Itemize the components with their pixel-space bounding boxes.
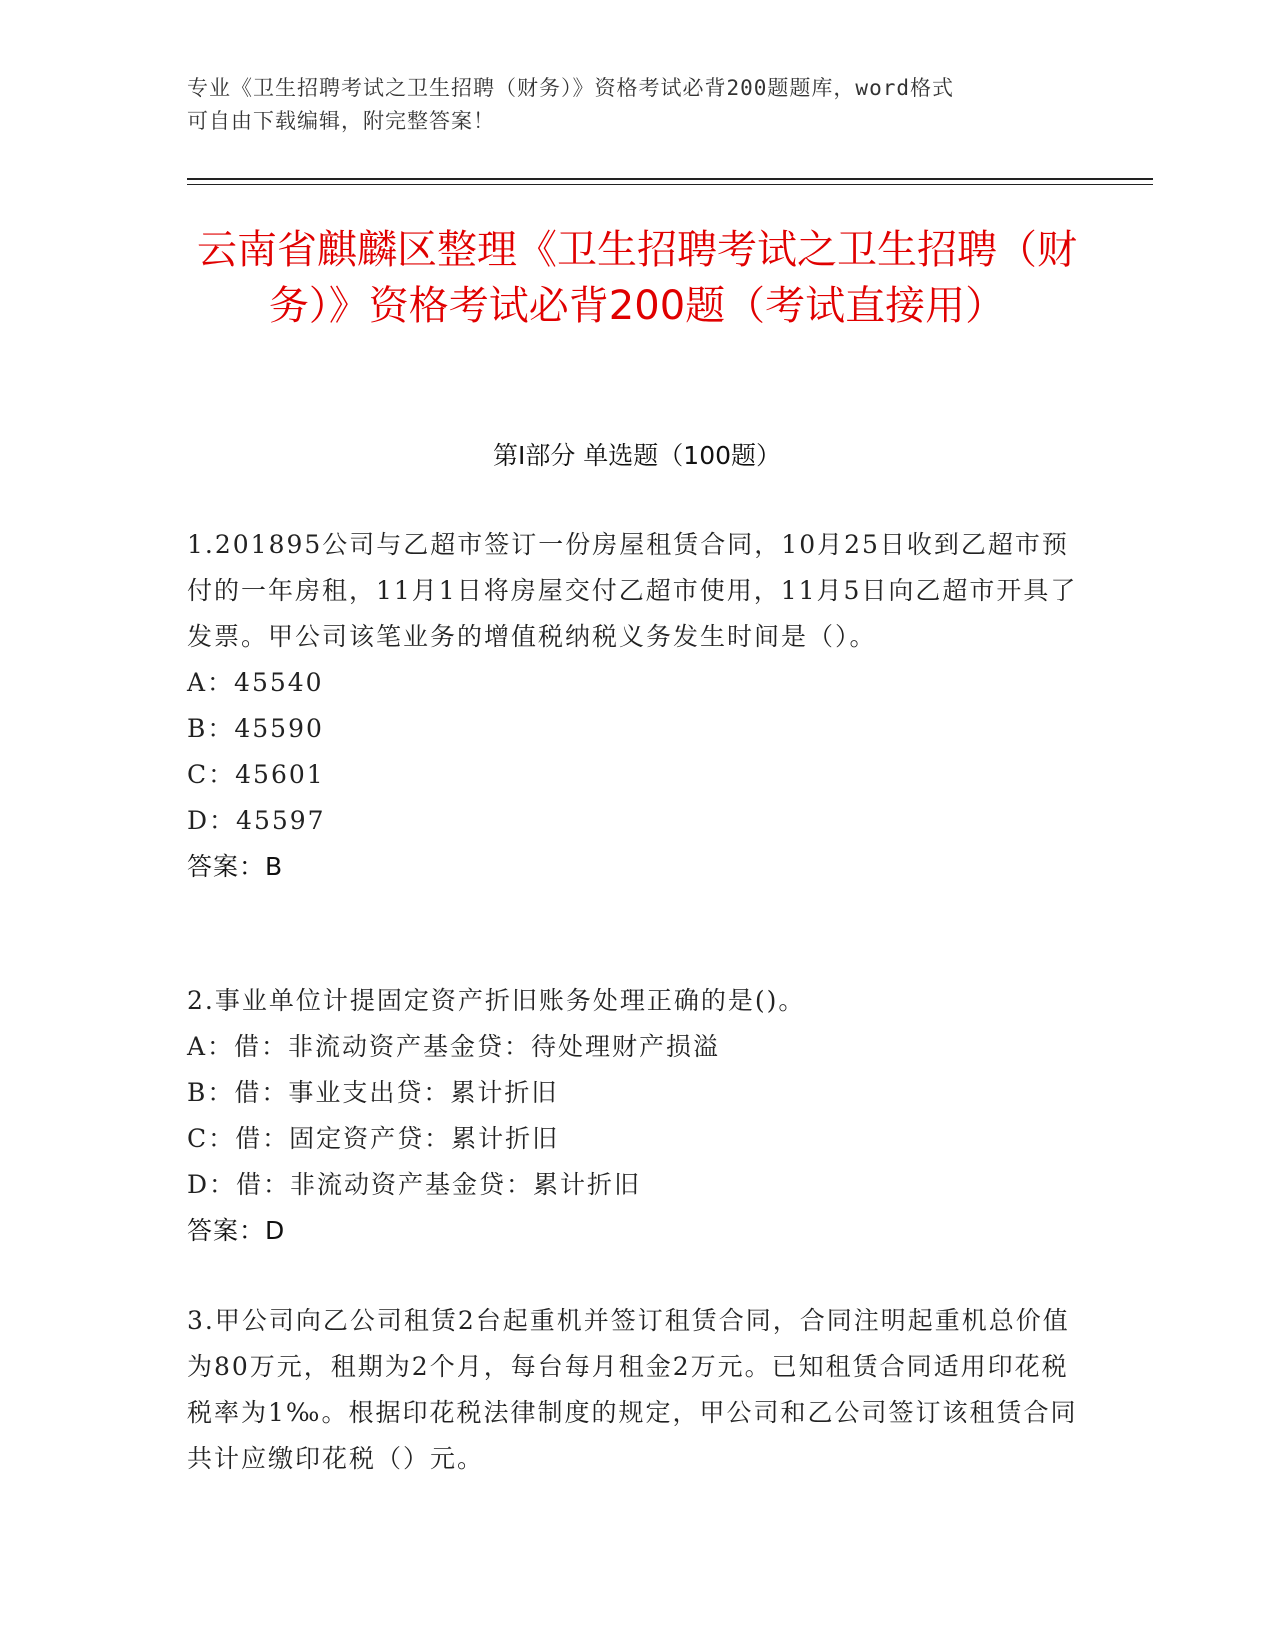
header-note-line-1: 专业《卫生招聘考试之卫生招聘（财务）》资格考试必背200题题库，word格式 [187, 76, 954, 100]
option-b: B：借：事业支出贷：累计折旧 [187, 1078, 559, 1107]
answer-label: 答案：D [187, 1216, 286, 1245]
option-c: C：45601 [187, 760, 325, 789]
header-divider-thin [187, 184, 1153, 185]
header-note-line-2: 可自由下载编辑，附完整答案！ [187, 109, 495, 133]
section-heading: 第I部分 单选题（100题） [492, 441, 782, 470]
option-a: A：借：非流动资产基金贷：待处理财产损溢 [187, 1032, 721, 1061]
header-divider-thick [187, 178, 1153, 180]
option-d: D：45597 [187, 806, 326, 835]
option-a: A：45540 [187, 668, 324, 697]
question-3 [187, 1298, 1087, 1482]
header-note [187, 72, 1077, 138]
question-text: 2.事业单位计提固定资产折旧账务处理正确的是()。 [187, 986, 806, 1015]
option-d: D：借：非流动资产基金贷：累计折旧 [187, 1170, 642, 1199]
document-title: 云南省麒麟区整理《卫生招聘考试之卫生招聘（财务）》资格考试必背200题（考试直接用） [197, 227, 1077, 329]
option-c: C：借：固定资产贷：累计折旧 [187, 1124, 560, 1153]
option-b: B：45590 [187, 714, 324, 743]
question-text: 3.甲公司向乙公司租赁2台起重机并签订租赁合同，合同注明起重机总价值为80万元，租期为2个月，每台每月租金2万元。已知租赁合同适用印花税税率为1‰。根据印花税法律制度的规定，甲公司和乙公司签订该租赁合同共计应缴印花税（）元。 [187, 1306, 1078, 1473]
question-1 [187, 522, 1087, 890]
question-2 [187, 978, 1087, 1254]
question-text: 1.201895公司与乙超市签订一份房屋租赁合同，10月25日收到乙超市预付的一年房租，11月1日将房屋交付乙超市使用，11月5日向乙超市开具了发票。甲公司该笔业务的增值税纳税义务发生时间是（）。 [187, 530, 1078, 651]
answer-label: 答案：B [187, 852, 284, 881]
